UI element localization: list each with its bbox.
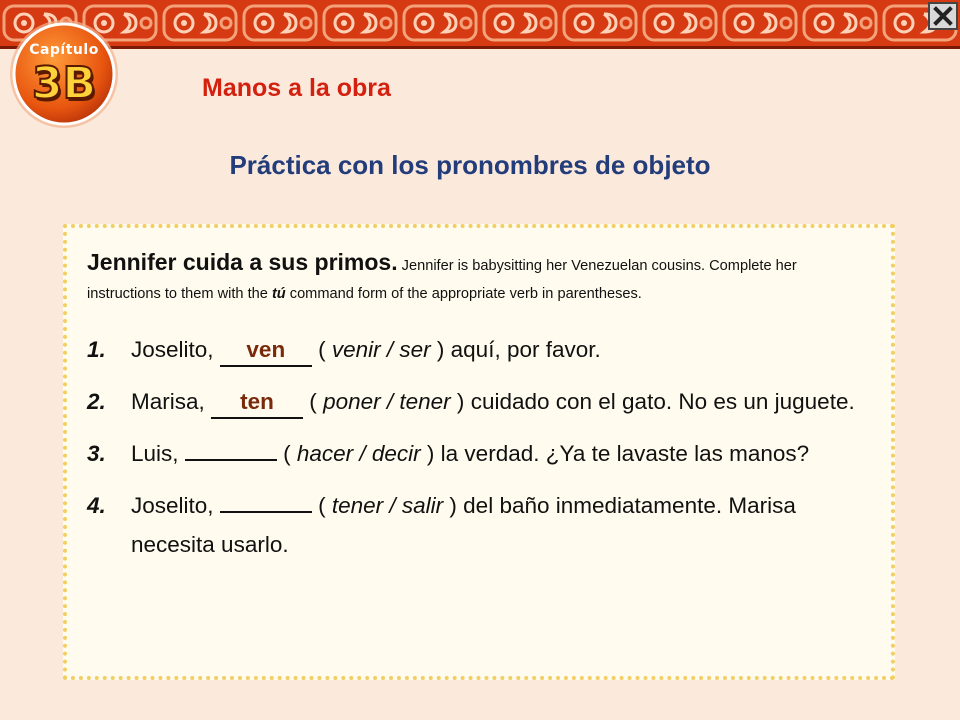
- paren-open: (: [318, 493, 326, 518]
- item-rest: cuidado con el gato. No es un juguete.: [470, 389, 855, 414]
- exercise-item-2: [87, 382, 871, 421]
- item-rest: del baño inmediatamente. Marisa necesita usarlo.: [131, 493, 796, 557]
- instructions-text-end: command form of the appropriate verb in parentheses.: [285, 286, 642, 302]
- paren-open: (: [318, 337, 326, 362]
- paren-close: ): [426, 441, 435, 466]
- item-name: Joselito,: [131, 337, 214, 362]
- section-title: Manos a la obra: [202, 74, 391, 102]
- item-number: 3.: [87, 441, 106, 466]
- exercise-item-1: [87, 330, 871, 369]
- paren-open: (: [283, 441, 291, 466]
- exercise-item-4: [87, 486, 871, 564]
- chapter-badge: [8, 18, 120, 130]
- item-number: 2.: [87, 389, 106, 414]
- item-rest: la verdad. ¿Ya te lavaste las manos?: [440, 441, 810, 466]
- close-button[interactable]: [928, 2, 958, 30]
- close-x-icon: [933, 6, 953, 26]
- item-name: Joselito,: [131, 493, 214, 518]
- instructions-heading: Jennifer cuida a sus primos.: [87, 249, 398, 275]
- verb-options: tener / salir: [331, 493, 444, 518]
- verb-options: venir / ser: [331, 337, 431, 362]
- answer-text: ven: [246, 337, 286, 362]
- exercise-card: [63, 224, 895, 680]
- page-title: Práctica con los pronombres de objeto: [229, 150, 711, 180]
- decorative-banner: [0, 0, 960, 49]
- verb-options: poner / tener: [323, 389, 451, 414]
- instructions-text: Jennifer is babysitting her Venezuelan cousins. Complete her instructions to them with the: [87, 258, 797, 302]
- instructions-emphasis: tú: [271, 286, 286, 302]
- chapter-label: Capítulo: [29, 42, 99, 58]
- answer-blank[interactable]: [220, 335, 312, 367]
- chapter-number: 3B: [31, 58, 97, 109]
- exercise-item-3: [87, 434, 871, 473]
- aztec-pattern-icon: [0, 0, 960, 46]
- item-name: Luis,: [131, 441, 179, 466]
- answer-blank[interactable]: [185, 459, 277, 461]
- paren-open: (: [309, 389, 317, 414]
- paren-close: ): [436, 337, 445, 362]
- item-rest: aquí, por favor.: [450, 337, 601, 362]
- item-name: Marisa,: [131, 389, 205, 414]
- paren-close: ): [449, 493, 457, 518]
- instructions: [87, 248, 871, 308]
- item-number: 4.: [87, 493, 106, 518]
- answer-blank[interactable]: [220, 511, 312, 513]
- verb-options: hacer / decir: [296, 441, 421, 466]
- answer-blank[interactable]: [211, 387, 303, 419]
- paren-close: ): [456, 389, 465, 414]
- answer-text: ten: [240, 389, 274, 414]
- item-number: 1.: [87, 337, 106, 362]
